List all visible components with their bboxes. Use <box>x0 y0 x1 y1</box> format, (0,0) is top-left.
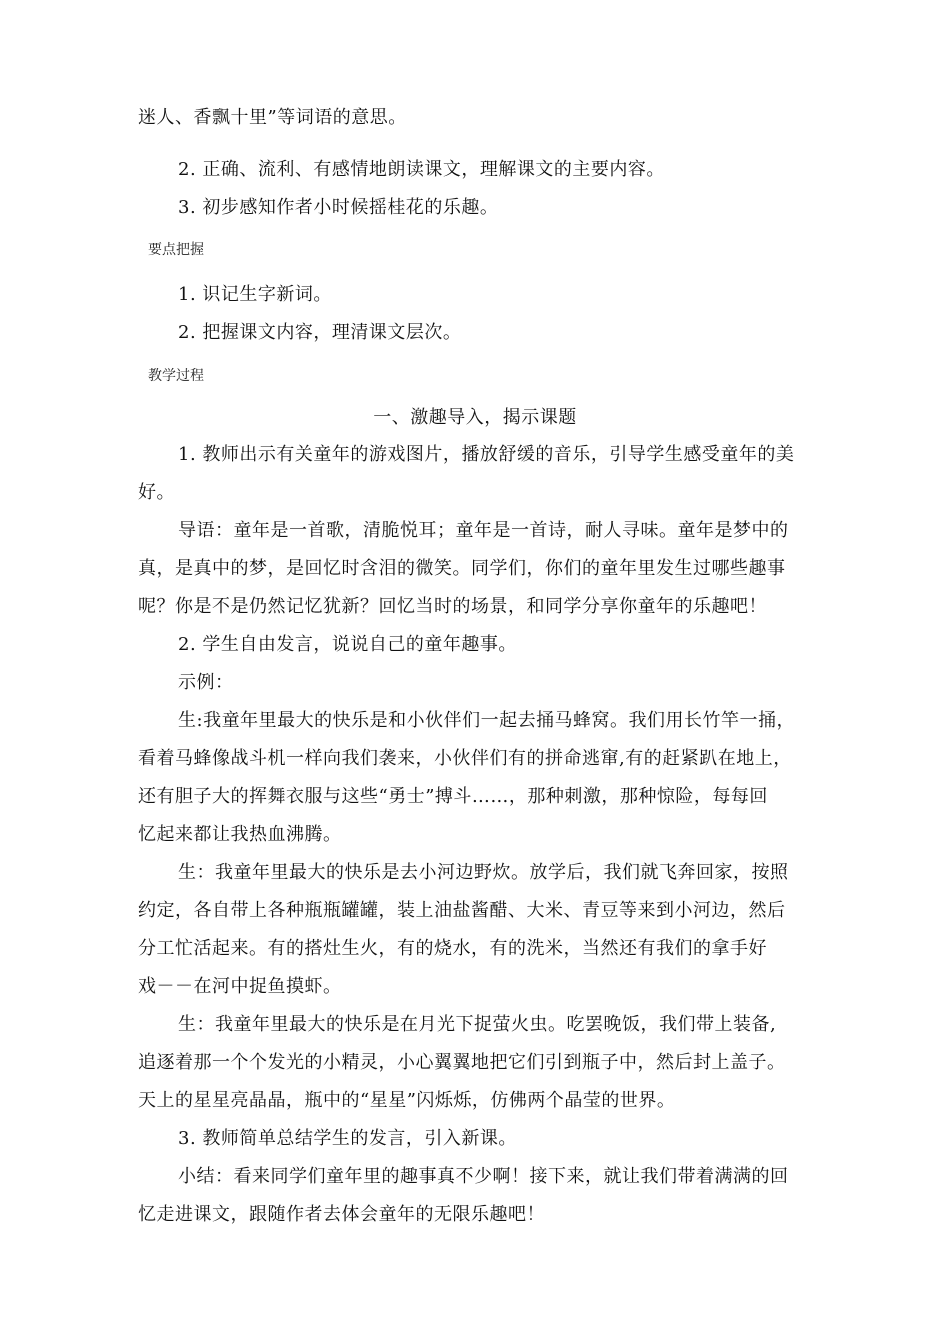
key-points-heading: 要点把握 <box>148 242 204 258</box>
paragraph-5-line-1: 生:我童年里最大的快乐是和小伙伴们一起去捅马蜂窝。我们用长竹竿一捅， <box>178 710 796 731</box>
paragraph-5-line-4: 忆起来都让我热血沸腾。 <box>138 824 342 845</box>
teaching-process-heading: 教学过程 <box>148 368 204 384</box>
paragraph-7-line-2: 追逐着那一个个发光的小精灵，小心翼翼地把它们引到瓶子中，然后封上盖子。 <box>138 1052 786 1073</box>
section-title: 一、激趣导入，揭示课题 <box>373 407 577 428</box>
paragraph-7-line-1: 生：我童年里最大的快乐是在月光下捉萤火虫。吃罢晚饭，我们带上装备, <box>178 1014 777 1035</box>
paragraph-2-line-2: 真，是真中的梦，是回忆时含泪的微笑。同学们，你们的童年里发生过哪些趣事 <box>138 558 786 579</box>
paragraph-7-line-3: 天上的星星亮晶晶，瓶中的“星星”闪烁烁，仿佛两个晶莹的世界。 <box>138 1090 676 1111</box>
key-point-item-1: 1. 识记生字新词。 <box>178 284 332 305</box>
paragraph-1-line-1: 1. 教师出示有关童年的游戏图片，播放舒缓的音乐，引导学生感受童年的美 <box>178 444 795 465</box>
paragraph-6-line-1: 生：我童年里最大的快乐是去小河边野炊。放学后，我们就飞奔回家，按照 <box>178 862 789 883</box>
objective-item-3: 3. 初步感知作者小时候摇桂花的乐趣。 <box>178 197 499 218</box>
paragraph-9-line-1: 小结：看来同学们童年里的趣事真不少啊！接下来，就让我们带着满满的回 <box>178 1166 789 1187</box>
paragraph-2-line-3: 呢？你是不是仍然记忆犹新？回忆当时的场景，和同学分享你童年的乐趣吧！ <box>138 596 767 617</box>
paragraph-2-line-1: 导语：童年是一首歌，清脆悦耳；童年是一首诗，耐人寻味。童年是梦中的 <box>178 520 789 541</box>
key-point-item-2: 2. 把握课文内容，理清课文层次。 <box>178 322 462 343</box>
objective-line-1-continuation: 迷人、香飘十里”等词语的意思。 <box>138 107 407 128</box>
objective-item-2: 2. 正确、流利、有感情地朗读课文，理解课文的主要内容。 <box>178 159 665 180</box>
paragraph-5-line-3: 还有胆子大的挥舞衣服与这些“勇士”搏斗……，那种刺激，那种惊险，每每回 <box>138 786 768 807</box>
paragraph-8: 3. 教师简单总结学生的发言，引入新课。 <box>178 1128 517 1149</box>
paragraph-6-line-3: 分工忙活起来。有的搭灶生火，有的烧水，有的洗米，当然还有我们的拿手好 <box>138 938 767 959</box>
paragraph-1-line-2: 好。 <box>138 482 175 503</box>
paragraph-4: 示例： <box>178 672 234 693</box>
paragraph-9-line-2: 忆走进课文，跟随作者去体会童年的无限乐趣吧！ <box>138 1204 545 1225</box>
paragraph-5-line-2: 看着马蜂像战斗机一样向我们袭来，小伙伴们有的拼命逃窜,有的赶紧趴在地上， <box>138 748 792 769</box>
paragraph-3: 2. 学生自由发言，说说自己的童年趣事。 <box>178 634 517 655</box>
paragraph-6-line-2: 约定，各自带上各种瓶瓶罐罐，装上油盐酱醋、大米、青豆等来到小河边，然后 <box>138 900 786 921</box>
paragraph-6-line-4: 戏－－在河中捉鱼摸虾。 <box>138 976 342 997</box>
